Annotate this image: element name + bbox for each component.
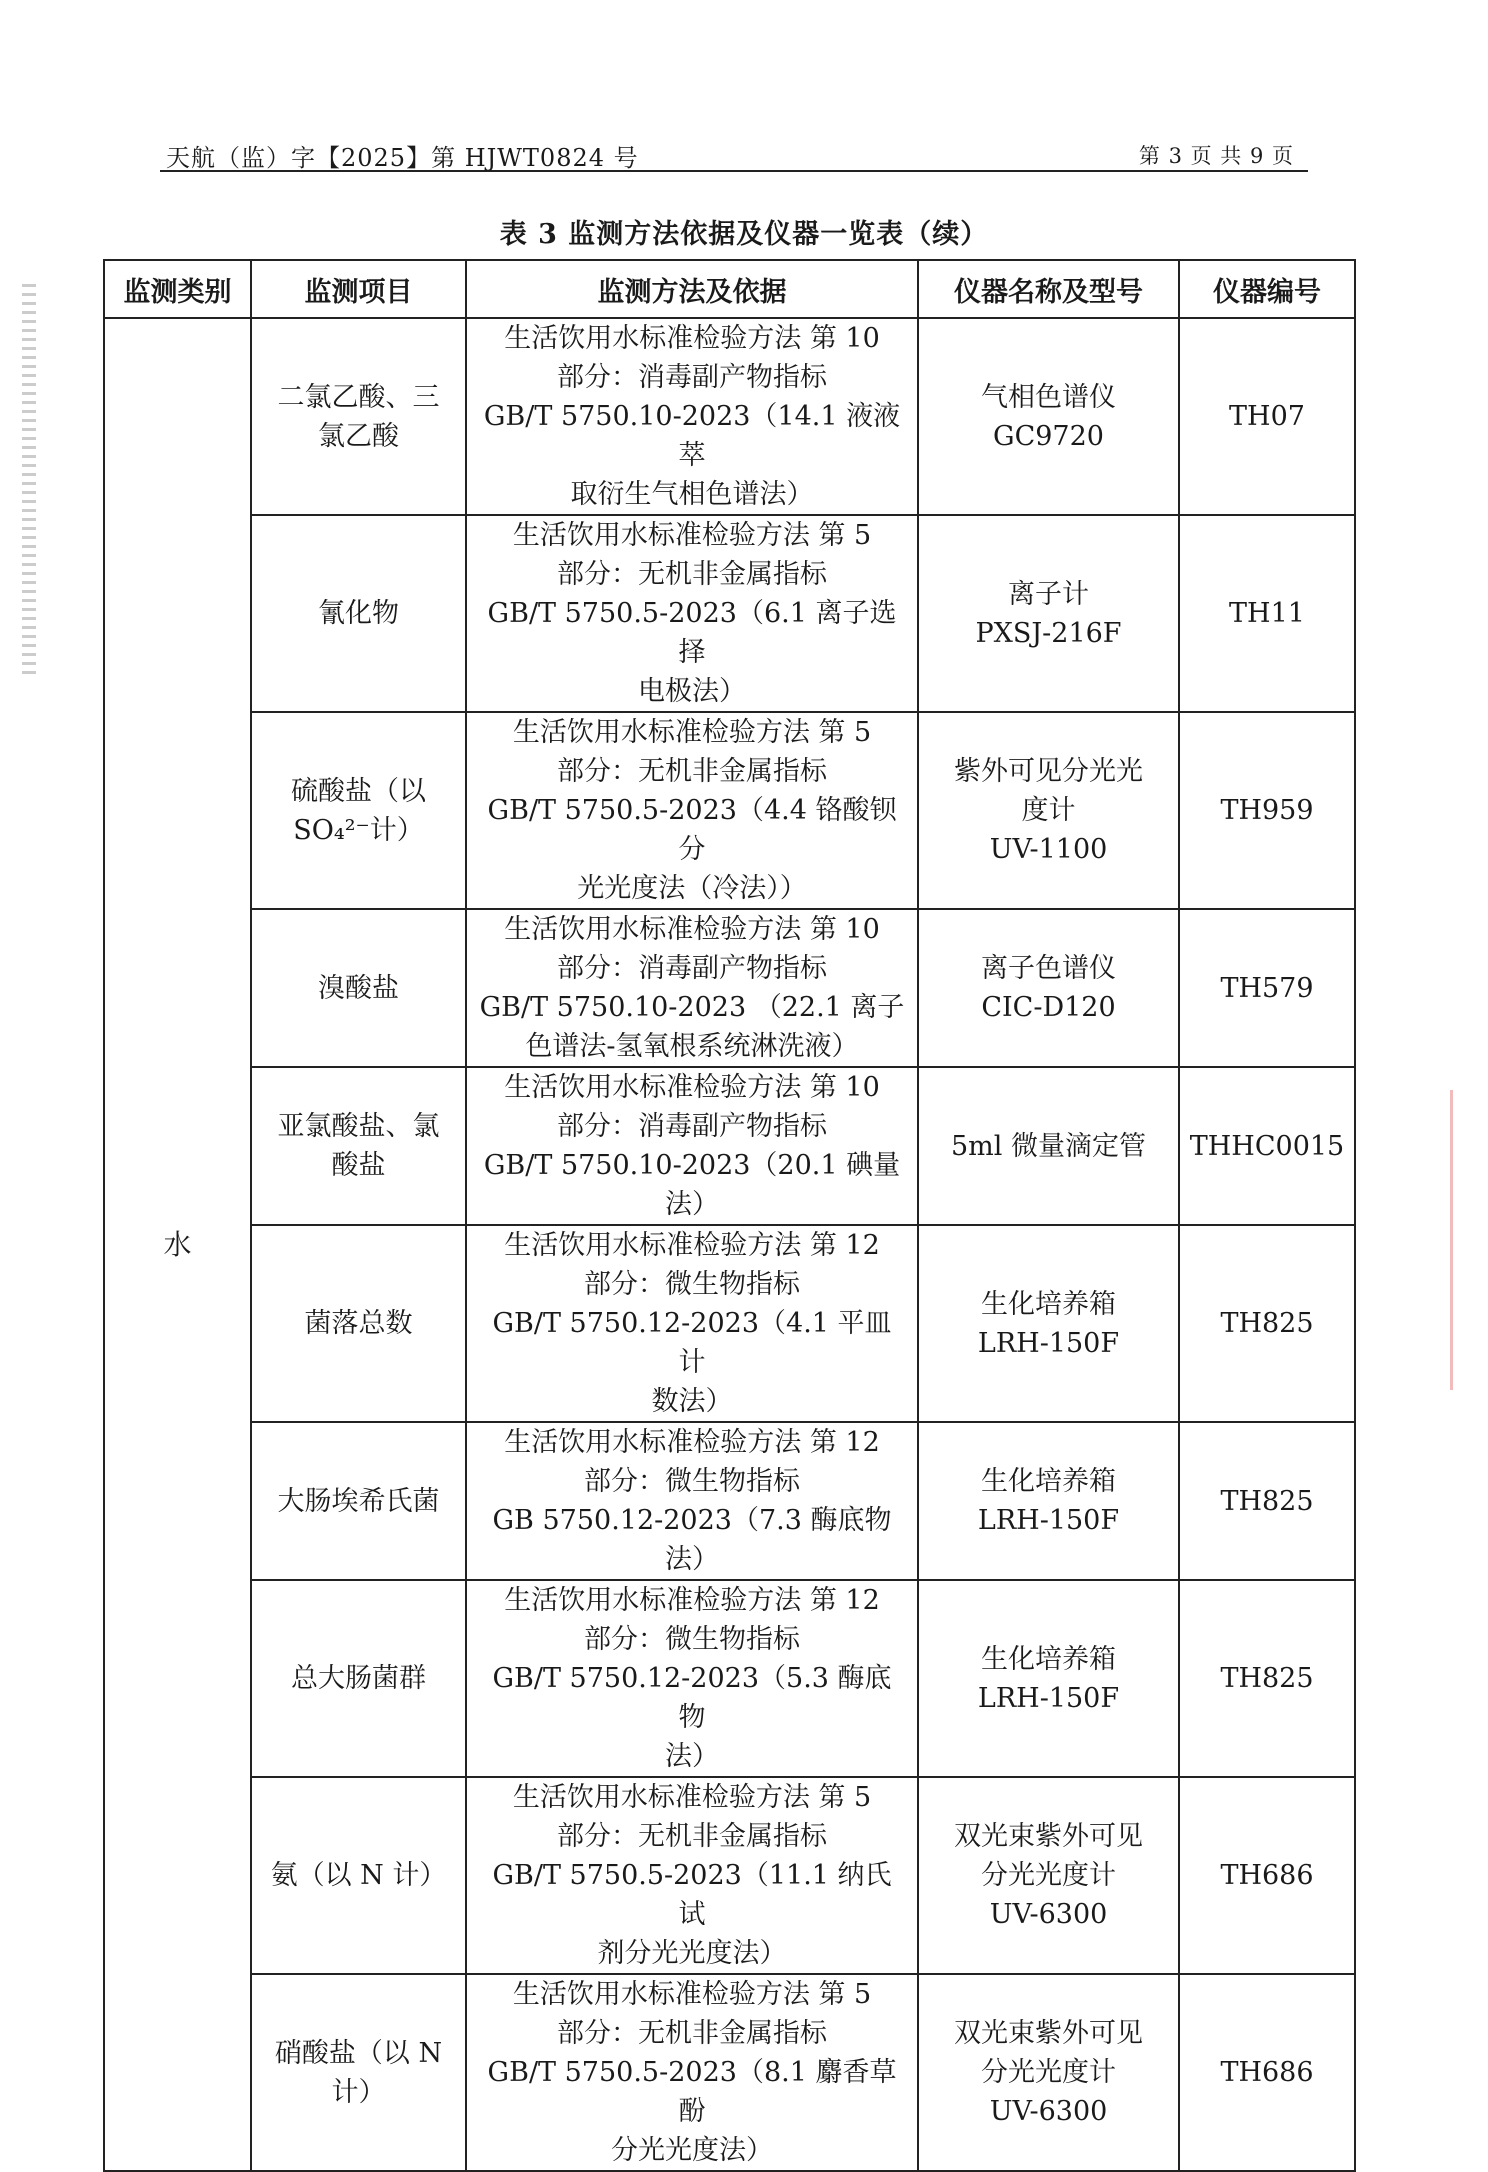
cell-line: 色谱法-氢氧根系统淋洗液） bbox=[525, 1031, 859, 1062]
cell-line: 部分：无机非金属指标 bbox=[557, 559, 827, 590]
cell-line: 法） bbox=[665, 1741, 719, 1772]
monitoring-item-cell bbox=[251, 1580, 466, 1777]
cell-line: 总大肠菌群 bbox=[291, 1663, 426, 1694]
cell-line: 计） bbox=[331, 2076, 386, 2108]
cell-line: 电极法） bbox=[638, 676, 746, 707]
cell-line: GB/T 5750.12-2023（4.1 平皿计 bbox=[492, 1308, 892, 1378]
cell-line: 生活饮用水标准检验方法 第 12 bbox=[504, 1427, 880, 1458]
cell-line: 紫外可见分光光 bbox=[954, 756, 1143, 787]
table-row bbox=[104, 515, 1355, 712]
table-header-row bbox=[104, 260, 1355, 318]
method-cell bbox=[466, 1580, 918, 1777]
table-row bbox=[104, 909, 1355, 1067]
cell-line: 部分：消毒副产物指标 bbox=[557, 953, 827, 984]
instrument-cell bbox=[918, 515, 1179, 712]
instrument-code-cell: TH579 bbox=[1179, 909, 1355, 1067]
cell-line: 部分：无机非金属指标 bbox=[557, 2018, 827, 2049]
cell-line: 剂分光光度法） bbox=[597, 1938, 787, 1969]
instrument-code-cell: THHC0015 bbox=[1179, 1067, 1355, 1225]
cell-line: 生活饮用水标准检验方法 第 5 bbox=[512, 1979, 872, 2010]
cell-line: 氨（以 N 计） bbox=[270, 1860, 447, 1891]
cell-line: UV-6300 bbox=[989, 2096, 1108, 2127]
cell-line: 部分：无机非金属指标 bbox=[557, 1821, 827, 1852]
cell-line: 部分：微生物指标 bbox=[584, 1624, 800, 1655]
cell-line: CIC-D120 bbox=[981, 992, 1116, 1023]
cell-line: 双光束紫外可见 bbox=[954, 1821, 1143, 1852]
cell-line: 生活饮用水标准检验方法 第 5 bbox=[512, 1782, 872, 1813]
instrument-cell bbox=[918, 712, 1179, 909]
instrument-code-cell: TH825 bbox=[1179, 1225, 1355, 1422]
cell-line: 分光光度计 bbox=[981, 1860, 1116, 1891]
table-title: 表 3 监测方法依据及仪器一览表（续） bbox=[499, 219, 989, 250]
cell-line: 亚氯酸盐、氯 bbox=[277, 1111, 440, 1142]
instrument-cell bbox=[918, 1225, 1179, 1422]
instrument-code-cell: TH11 bbox=[1179, 515, 1355, 712]
cell-line: 生化培养箱 bbox=[981, 1466, 1116, 1497]
cell-line: 生化培养箱 bbox=[981, 1288, 1116, 1320]
cell-line: GB 5750.12-2023（7.3 酶底物法） bbox=[492, 1505, 892, 1575]
cell-line: 分光光度计 bbox=[981, 2057, 1116, 2088]
instrument-code-cell: TH959 bbox=[1179, 712, 1355, 909]
cell-line: 5ml 微量滴定管 bbox=[951, 1130, 1146, 1162]
cell-line: 部分：微生物指标 bbox=[584, 1466, 800, 1497]
cell-line: GB/T 5750.10-2023 （22.1 离子 bbox=[479, 992, 905, 1023]
instrument-code-cell: TH825 bbox=[1179, 1422, 1355, 1580]
cell-line: UV-1100 bbox=[989, 834, 1108, 865]
cell-line: GB/T 5750.5-2023（4.4 铬酸钡分 bbox=[487, 795, 897, 865]
instrument-code-cell: TH686 bbox=[1179, 1974, 1355, 2171]
monitoring-item-cell bbox=[251, 1777, 466, 1974]
cell-line: 硝酸盐（以 N bbox=[274, 2037, 443, 2069]
cell-line: 生活饮用水标准检验方法 第 10 bbox=[504, 323, 880, 354]
cell-line: 大肠埃希氏菌 bbox=[277, 1485, 440, 1517]
monitoring-item-cell bbox=[251, 515, 466, 712]
table-row bbox=[104, 1422, 1355, 1580]
cell-line: 部分：无机非金属指标 bbox=[557, 756, 827, 787]
cell-line: 二氯乙酸、三 bbox=[277, 381, 440, 413]
monitoring-item-cell bbox=[251, 1422, 466, 1580]
page-info: 第 3 页 共 9 页 bbox=[1138, 144, 1294, 168]
cell-line: 离子计 bbox=[1008, 578, 1089, 610]
method-cell bbox=[466, 712, 918, 909]
cell-line: 生活饮用水标准检验方法 第 5 bbox=[512, 717, 872, 748]
cell-line: 数法） bbox=[651, 1386, 733, 1417]
cell-line: GB/T 5750.5-2023（8.1 麝香草酚 bbox=[487, 2057, 897, 2127]
cell-line: 酸盐 bbox=[331, 1150, 386, 1181]
binding-margin-marks bbox=[22, 284, 36, 674]
cell-line: 部分：微生物指标 bbox=[584, 1269, 800, 1300]
cell-line: SO₄²⁻计） bbox=[293, 814, 424, 846]
cell-line: 分光光度法） bbox=[611, 2135, 773, 2166]
instrument-cell bbox=[918, 1422, 1179, 1580]
cell-line: LRH-150F bbox=[977, 1682, 1120, 1714]
monitoring-item-cell bbox=[251, 1974, 466, 2171]
cell-line: 取衍生气相色谱法） bbox=[570, 479, 814, 510]
cell-line: 生活饮用水标准检验方法 第 10 bbox=[504, 914, 880, 945]
method-cell bbox=[466, 318, 918, 515]
cell-line: 氰化物 bbox=[318, 598, 399, 629]
column-header: 仪器名称及型号 bbox=[918, 260, 1179, 318]
cell-line: GB/T 5750.12-2023（5.3 酶底物 bbox=[492, 1663, 892, 1733]
instrument-code-cell: TH686 bbox=[1179, 1777, 1355, 1974]
instrument-cell bbox=[918, 1777, 1179, 1974]
instrument-cell bbox=[918, 1974, 1179, 2171]
cell-line: 硫酸盐（以 bbox=[291, 775, 426, 807]
report-number: 天航（监）字【2025】第 HJWT0824 号 bbox=[166, 144, 639, 172]
table-row bbox=[104, 1777, 1355, 1974]
table-row bbox=[104, 318, 1355, 515]
category-cell: 水 bbox=[104, 318, 251, 2171]
method-cell bbox=[466, 1777, 918, 1974]
cell-line: GB/T 5750.5-2023（6.1 离子选择 bbox=[487, 598, 897, 668]
cell-line: 双光束紫外可见 bbox=[954, 2018, 1143, 2049]
cell-line: GB/T 5750.5-2023（11.1 纳氏试 bbox=[492, 1860, 892, 1930]
cell-line: 度计 bbox=[1021, 795, 1076, 826]
cell-line: GC9720 bbox=[993, 420, 1104, 452]
method-cell bbox=[466, 1067, 918, 1225]
instrument-cell bbox=[918, 1580, 1179, 1777]
cell-line: 部分：消毒副产物指标 bbox=[557, 362, 827, 393]
cell-line: 气相色谱仪 bbox=[981, 381, 1116, 413]
monitoring-item-cell bbox=[251, 1225, 466, 1422]
column-header: 监测方法及依据 bbox=[466, 260, 918, 318]
cell-line: 部分：消毒副产物指标 bbox=[557, 1111, 827, 1142]
monitoring-item-cell bbox=[251, 318, 466, 515]
column-header: 仪器编号 bbox=[1179, 260, 1355, 318]
instrument-code-cell: TH07 bbox=[1179, 318, 1355, 515]
method-cell bbox=[466, 1225, 918, 1422]
cell-line: LRH-150F bbox=[977, 1327, 1120, 1359]
cell-line: LRH-150F bbox=[977, 1505, 1120, 1536]
page-header bbox=[160, 134, 1308, 172]
cell-line: 氯乙酸 bbox=[318, 420, 399, 452]
instrument-cell bbox=[918, 909, 1179, 1067]
instrument-code-cell: TH825 bbox=[1179, 1580, 1355, 1777]
table-row bbox=[104, 1067, 1355, 1225]
table-row bbox=[104, 712, 1355, 909]
cell-line: 菌落总数 bbox=[304, 1308, 413, 1339]
instrument-cell bbox=[918, 318, 1179, 515]
cell-line: 生活饮用水标准检验方法 第 10 bbox=[504, 1072, 880, 1103]
cell-line: 光光度法（冷法）） bbox=[577, 873, 807, 904]
seal-stamp-edge bbox=[1450, 1090, 1481, 1390]
cell-line: 法） bbox=[665, 1189, 719, 1220]
cell-line: UV-6300 bbox=[989, 1899, 1108, 1930]
method-cell bbox=[466, 1422, 918, 1580]
method-cell bbox=[466, 909, 918, 1067]
cell-line: 生活饮用水标准检验方法 第 12 bbox=[504, 1230, 880, 1261]
monitoring-item-cell bbox=[251, 712, 466, 909]
monitoring-item-cell bbox=[251, 909, 466, 1067]
cell-line: GB/T 5750.10-2023（14.1 液液萃 bbox=[483, 401, 901, 471]
table-row bbox=[104, 1225, 1355, 1422]
cell-line: 生化培养箱 bbox=[981, 1643, 1116, 1675]
cell-line: 溴酸盐 bbox=[318, 972, 399, 1004]
table-row bbox=[104, 1580, 1355, 1777]
cell-line: PXSJ-216F bbox=[975, 617, 1122, 649]
method-cell bbox=[466, 1974, 918, 2171]
cell-line: GB/T 5750.10-2023（20.1 碘量 bbox=[483, 1150, 901, 1181]
column-header: 监测项目 bbox=[251, 260, 466, 318]
monitoring-item-cell bbox=[251, 1067, 466, 1225]
column-header: 监测类别 bbox=[104, 260, 251, 318]
cell-line: 生活饮用水标准检验方法 第 12 bbox=[504, 1585, 880, 1616]
table-row bbox=[104, 1974, 1355, 2171]
cell-line: 生活饮用水标准检验方法 第 5 bbox=[512, 520, 872, 551]
monitoring-methods-table bbox=[103, 259, 1356, 2172]
cell-line: 离子色谱仪 bbox=[981, 953, 1116, 984]
method-cell bbox=[466, 515, 918, 712]
instrument-cell bbox=[918, 1067, 1179, 1225]
